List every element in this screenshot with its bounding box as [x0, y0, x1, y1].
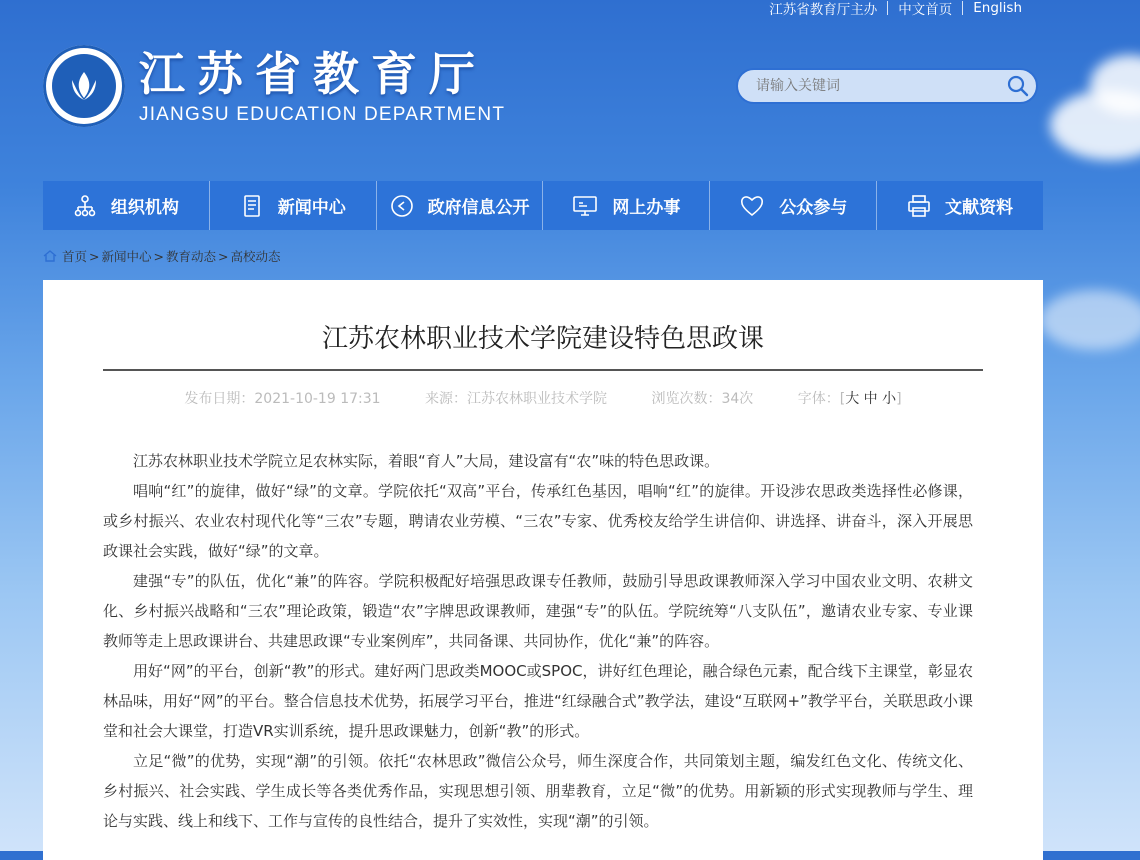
search-input[interactable] — [738, 77, 1000, 95]
breadcrumb-separator: > — [89, 248, 100, 264]
logo-chinese-name: 江苏省教育厅 — [139, 47, 487, 101]
nav-label: 组织机构 — [110, 198, 179, 218]
breadcrumb-separator: > — [153, 248, 164, 264]
nav-item-documents[interactable] — [877, 181, 1043, 230]
background-cloud — [1040, 290, 1140, 350]
nav-item-public-participation[interactable] — [710, 181, 877, 230]
breadcrumb-university-news[interactable]: 高校动态 — [230, 249, 281, 264]
breadcrumb-separator: > — [218, 248, 229, 264]
document-icon — [240, 194, 264, 218]
publish-date: 发布日期：2021-10-19 17:31 — [184, 391, 381, 407]
font-size-small[interactable]: 小 — [882, 391, 897, 407]
article-paragraph: 用好“网”的平台，创新“教”的形式。建好两门思政类MOOC或SPOC，讲好红色理论，融合绿色元素，配合线下主课堂，彰显农林品味，用好“网”的平台。整合信息技术优势，拓展学习平台，推进“红绿融合式”教学法，建设“互联网+”教学平台，关联思政小课堂和社会大课堂，打造VR实训系统，提升思政课魅力，创新“教”的形式。 — [103, 662, 973, 740]
view-count: 浏览次数：34次 — [651, 391, 754, 407]
emblem-icon — [43, 45, 125, 127]
monitor-icon — [572, 194, 598, 218]
printer-icon — [907, 194, 931, 218]
article-paragraph: 江苏农林职业技术学院立足农林实际，着眼“育人”大局，建设富有“农”味的特色思政课。 — [133, 452, 720, 470]
article-paragraph: 建强“专”的队伍，优化“兼”的阵容。学院积极配好培强思政课专任教师，鼓励引导思政课教师深入学习中国农业文明、农耕文化、乡村振兴战略和“三农”理论政策，锻造“农”字牌思政课教师，建强“专”的队伍。学院统筹“八支队伍”，邀请农业专家、专业课教师等走上思政课讲台、共建思政课“专业案例库”，共同备课、共同协作，优化“兼”的阵容。 — [103, 572, 973, 650]
article-paragraph: 唱响“红”的旋律，做好“绿”的文章。学院依托“双高”平台，传承红色基因，唱响“红”的旋律。开设涉农思政类选择性必修课，或乡村振兴、农业农村现代化等“三农”专题，聘请农业劳模、“三农”专家、优秀校友给学生讲信仰、讲选择、讲奋斗，深入开展思政课社会实践，做好“绿”的文章。 — [103, 482, 973, 560]
breadcrumb-education-news[interactable]: 教育动态 — [166, 249, 217, 264]
nav-label: 新闻中心 — [277, 198, 346, 218]
main-nav — [43, 181, 1043, 230]
nav-item-news[interactable] — [210, 181, 377, 230]
nav-label: 网上办事 — [612, 198, 681, 218]
search-box — [736, 68, 1038, 104]
site-logo[interactable] — [43, 45, 505, 127]
breadcrumb-home[interactable]: 首页 — [62, 249, 88, 264]
sponsor-link[interactable]: 江苏省教育厅主办 — [769, 2, 878, 18]
font-size-label: 字体： — [797, 391, 840, 407]
breadcrumb-news-center[interactable]: 新闻中心 — [101, 249, 152, 264]
chinese-home-link[interactable]: 中文首页 — [898, 2, 953, 18]
info-icon — [390, 194, 414, 218]
org-chart-icon — [73, 194, 97, 218]
nav-label: 文献资料 — [945, 198, 1014, 218]
nav-item-online-service[interactable] — [543, 181, 710, 230]
breadcrumb — [43, 247, 283, 265]
article-paragraph: 立足“微”的优势，实现“潮”的引领。依托“农林思政”微信公众号，师生深度合作，共同策划主题，编发红色文化、传统文化、乡村振兴、社会实践、学生成长等各类优秀作品，实现思想引领、朋辈教育，立足“微”的优势。用新颖的形式实现教师与学生、理论与实践、线上和线下、工作与宣传的良性结合，提升了实效性，实现“潮”的引领。 — [103, 752, 973, 830]
article-body — [103, 446, 973, 836]
search-icon[interactable] — [1000, 69, 1036, 103]
font-size-control: 字体：[大 中 小] — [797, 391, 902, 407]
home-icon — [43, 250, 57, 262]
font-size-large[interactable]: 大 — [845, 391, 860, 407]
article-panel — [43, 280, 1043, 860]
nav-label: 公众参与 — [779, 198, 848, 218]
heart-icon — [739, 194, 765, 218]
nav-label: 政府信息公开 — [427, 198, 530, 218]
english-link[interactable]: English — [973, 0, 1022, 16]
article-source: 来源：江苏农林职业技术学院 — [425, 391, 608, 407]
article-title: 江苏农林职业技术学院建设特色思政课 — [321, 324, 764, 354]
nav-item-gov-info[interactable] — [377, 181, 544, 230]
nav-item-organization[interactable] — [43, 181, 210, 230]
article-meta — [43, 388, 1043, 408]
logo-english-name: JIANGSU EDUCATION DEPARTMENT — [139, 104, 506, 125]
top-links-bar — [759, 0, 1032, 16]
title-divider — [103, 369, 983, 371]
font-size-medium[interactable]: 中 — [863, 391, 878, 407]
